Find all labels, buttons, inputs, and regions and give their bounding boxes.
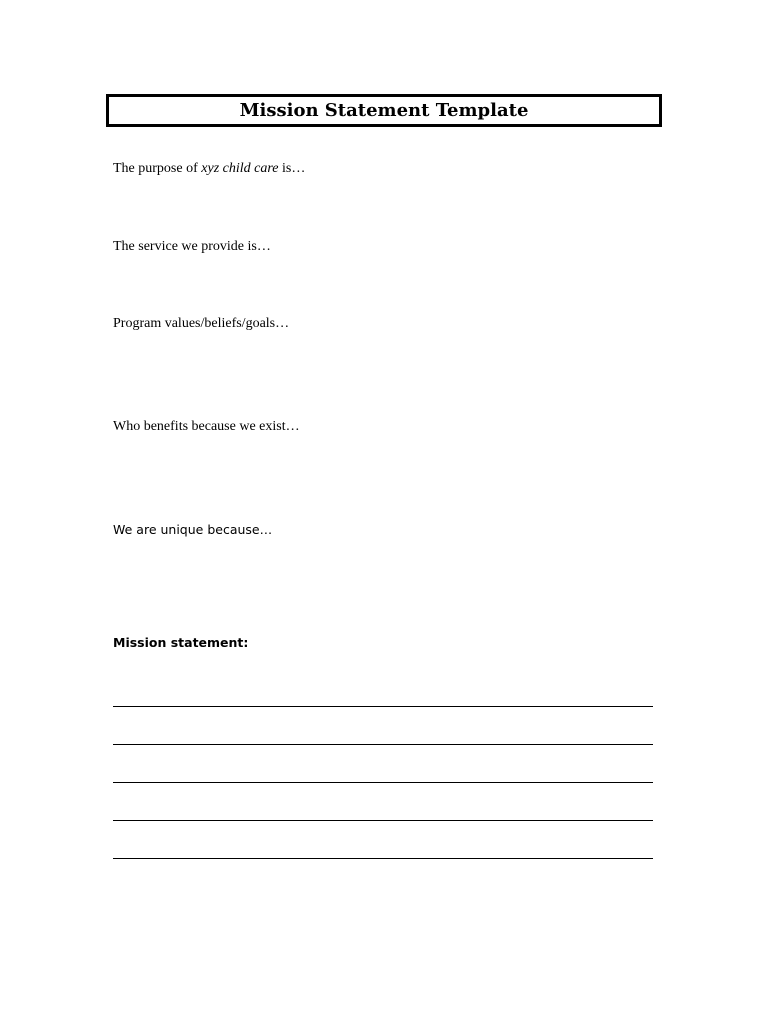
answer-line[interactable] [113,744,653,745]
answer-line[interactable] [113,782,653,783]
title-box [106,94,662,127]
unique-prompt: We are unique because… [113,522,273,537]
purpose-prompt-suffix: is… [278,161,306,176]
mission-statement-label: Mission statement: [113,635,249,650]
values-prompt: Program values/beliefs/goals… [113,316,290,331]
answer-line[interactable] [113,706,653,707]
benefits-prompt: Who benefits because we exist… [113,419,300,434]
purpose-prompt [113,161,305,177]
service-prompt: The service we provide is… [113,239,271,254]
purpose-prompt-organization: xyz child care [201,161,279,176]
purpose-prompt-prefix: The purpose of [113,161,202,176]
page-title: Mission Statement Template [239,100,529,121]
answer-line[interactable] [113,858,653,859]
answer-line[interactable] [113,820,653,821]
